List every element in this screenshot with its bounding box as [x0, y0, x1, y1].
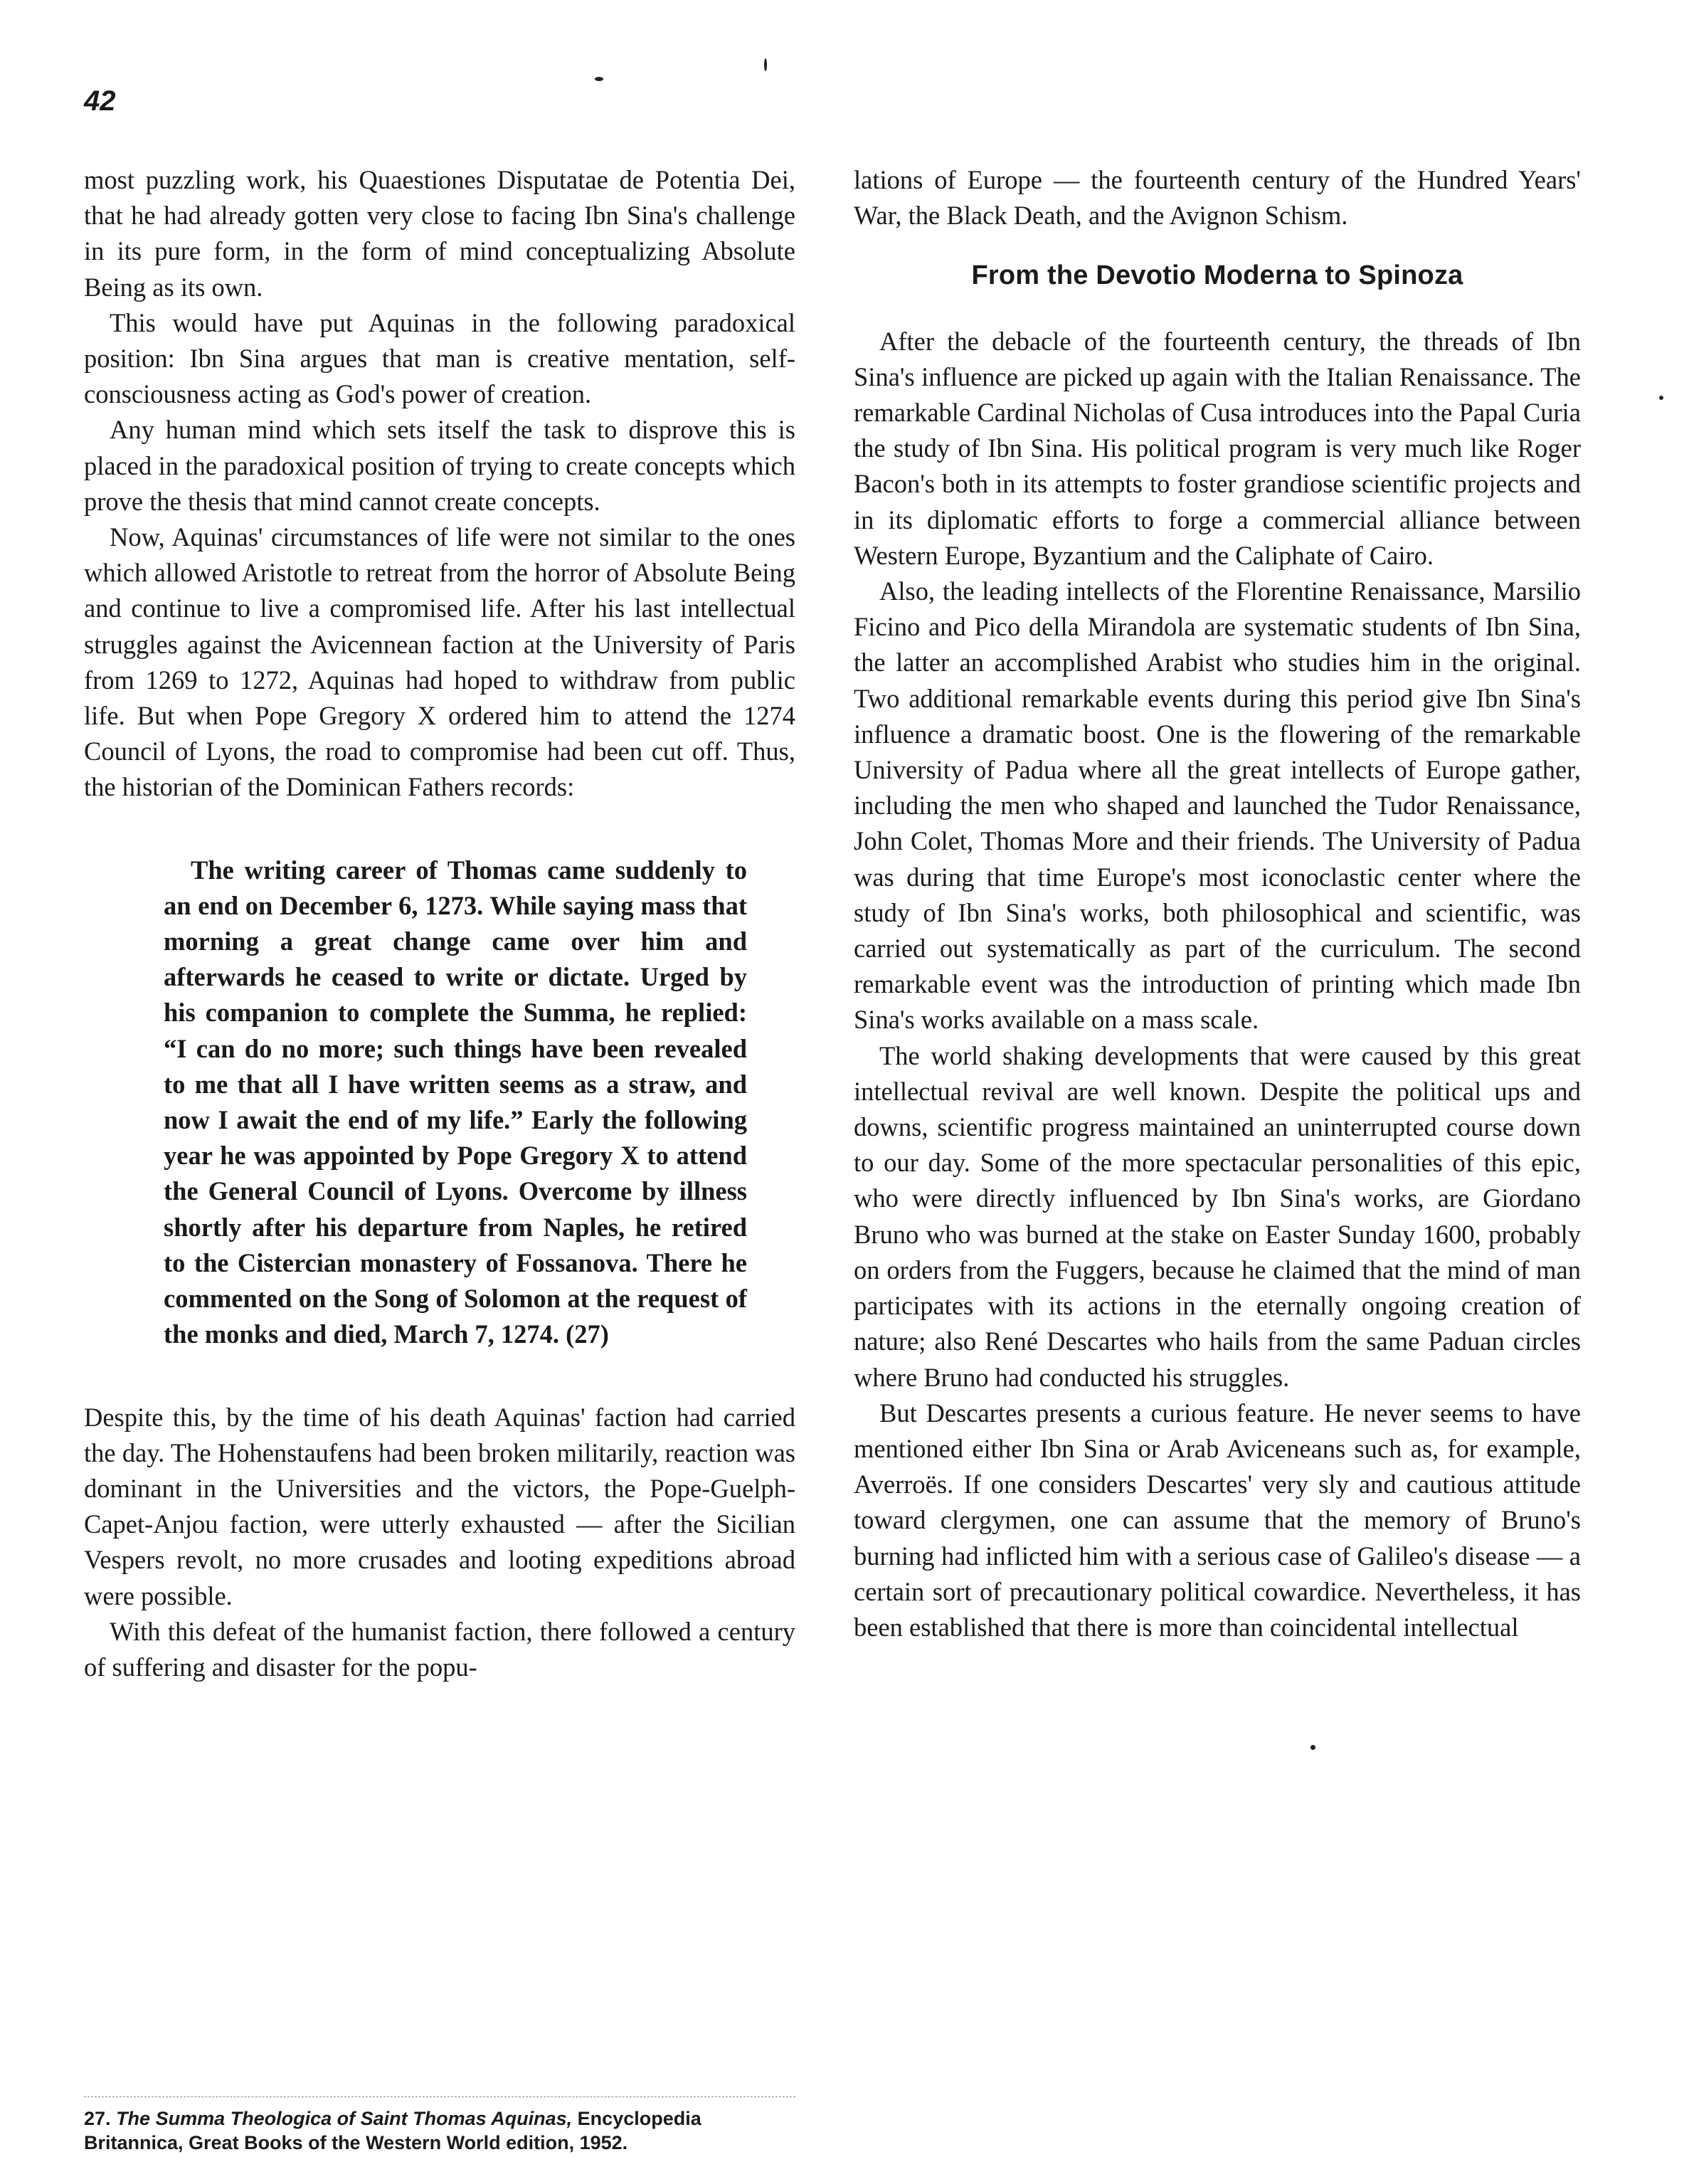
paragraph: lations of Europe — the fourteenth century of the Hundred Years' War, the Black Death, and the Avignon Schism. — [854, 165, 1581, 231]
quote-text: The writing career of Thomas came suddenly to an end on December 6, 1273. While saying mass that morning a great change came over him and afterwards he ceased to write or dictate. Urged by his companion to complete the Summa, he replied: “I can do no more; such things have been revealed to me that all I have written seems as a straw, and now I await the end of my life.” Early the following year he was appointed by Pope Gregory X to attend the General Council of Lyons. Overcome by illness shortly after his departure from Naples, he retired to the Cistercian monastery of Fossanova. There he commented on the Song of Solomon at the request of the monks and died, March 7, 1274. (27) — [164, 855, 747, 1349]
page-number: 42 — [84, 85, 116, 117]
paragraph: Also, the leading intellects of the Florentine Renaissance, Marsilio Ficino and Pico della Mirandola are systematic students of Ibn Sina, the latter an accomplished Arabist who studies him in the original. Two additional remarkable events during this period give Ibn Sina's influence a dramatic boost. One is the flowering of the remarkable University of Padua where all the great intellects of Europe gather, including the men who shaped and launched the Tudor Renaissance, John Colet, Thomas More and their friends. The University of Padua was during that time Europe's most iconoclastic center where the study of Ibn Sina's works, both philosophical and scientific, was carried out systematically as part of the curriculum. The second remarkable event was the introduction of printing which made Ibn Sina's works available on a mass scale. — [854, 576, 1581, 1035]
paragraph: most puzzling work, his Quaestiones Disputatae de Potentia Dei, that he had already gotten very close to facing Ibn Sina's challenge in its pure form, in the form of mind conceptualizing Absolute Being as its own. — [84, 165, 795, 302]
paragraph: With this defeat of the humanist faction, there followed a century of suffering and disaster for the popu- — [84, 1616, 795, 1682]
paragraph: Any human mind which sets itself the task to disprove this is placed in the paradoxical position of trying to create concepts which prove the thesis that mind cannot create concepts. — [84, 415, 795, 516]
scan-speck — [1659, 396, 1663, 400]
section-heading: From the Devotio Moderna to Spinoza — [971, 260, 1463, 291]
paragraph: The world shaking developments that were caused by this great intellectual revival are well known. Despite the political ups and downs, scientific progress maintained an uninterrupted course down to our day. Some of the more spectacular personalities of this epic, who were directly influenced by Ibn Sina's works, are Giordano Bruno who was burned at the stake on Easter Sunday 1600, probably on orders from the Fuggers, because he claimed that the mind of man participates with its actions in the eternally ongoing creation of nature; also René Descartes who hails from the same Paduan circles where Bruno had conducted his struggles. — [854, 1040, 1581, 1392]
paragraph: Despite this, by the time of his death Aquinas' faction had carried the day. The Hohenstaufens had been broken militarily, reaction was dominant in the Universities and the victors, the Pope-Guelph-Capet-Anjou faction, were utterly exhausted — after the Sicilian Vespers revolt, no more crusades and looting expeditions abroad were possible. — [84, 1402, 795, 1610]
paragraph: After the debacle of the fourteenth century, the threads of Ibn Sina's influence are picked up again with the Italian Renaissance. The remarkable Cardinal Nicholas of Cusa introduces into the Papal Curia the study of Ibn Sina. His political program is very much like Roger Bacon's both in its attempts to foster grandiose scientific projects and in its diplomatic efforts to forge a commercial alliance between Western Europe, Byzantium and the Caliphate of Cairo. — [854, 326, 1581, 570]
scan-speck — [764, 58, 767, 71]
footnote-title: The Summa Theologica of Saint Thomas Aquinas, — [116, 2108, 573, 2129]
left-column — [84, 162, 795, 1685]
scan-speck — [595, 77, 603, 81]
paragraph: But Descartes presents a curious feature. He never seems to have mentioned either Ibn Sina or Arab Aviceneans such as, for example, Averroës. If one considers Descartes' very sly and cautious attitude toward clergymen, one can assume that the memory of Bruno's burning had inflicted him with a serious case of Galileo's disease — a certain sort of precautionary political cowardice. Nevertheless, it has been established that there is more than coincidental intellectual — [854, 1398, 1581, 1642]
footnote-source: Encyclopedia Britannica, Great Books of the Western World edition, 1952. — [84, 2108, 701, 2153]
footnote-number: 27. — [84, 2108, 111, 2129]
scan-speck — [1310, 1745, 1315, 1750]
right-column — [854, 162, 1581, 1645]
footnote — [84, 2106, 803, 2155]
paragraph: This would have put Aquinas in the following paradoxical position: Ibn Sina argues that man is creative mentation, self-consciousness acting as God's power of creation. — [84, 307, 795, 409]
footnote-divider — [84, 2096, 795, 2097]
paragraph: Now, Aquinas' circumstances of life were not similar to the ones which allowed Aristotle to retreat from the horror of Absolute Being and continue to live a compromised life. After his last intellectual struggles against the Avicennean faction at the University of Paris from 1269 to 1272, Aquinas had hoped to withdraw from public life. But when Pope Gregory X ordered him to attend the 1274 Council of Lyons, the road to compromise had been cut off. Thus, the historian of the Dominican Fathers records: — [84, 522, 795, 802]
block-quote — [164, 853, 747, 1353]
